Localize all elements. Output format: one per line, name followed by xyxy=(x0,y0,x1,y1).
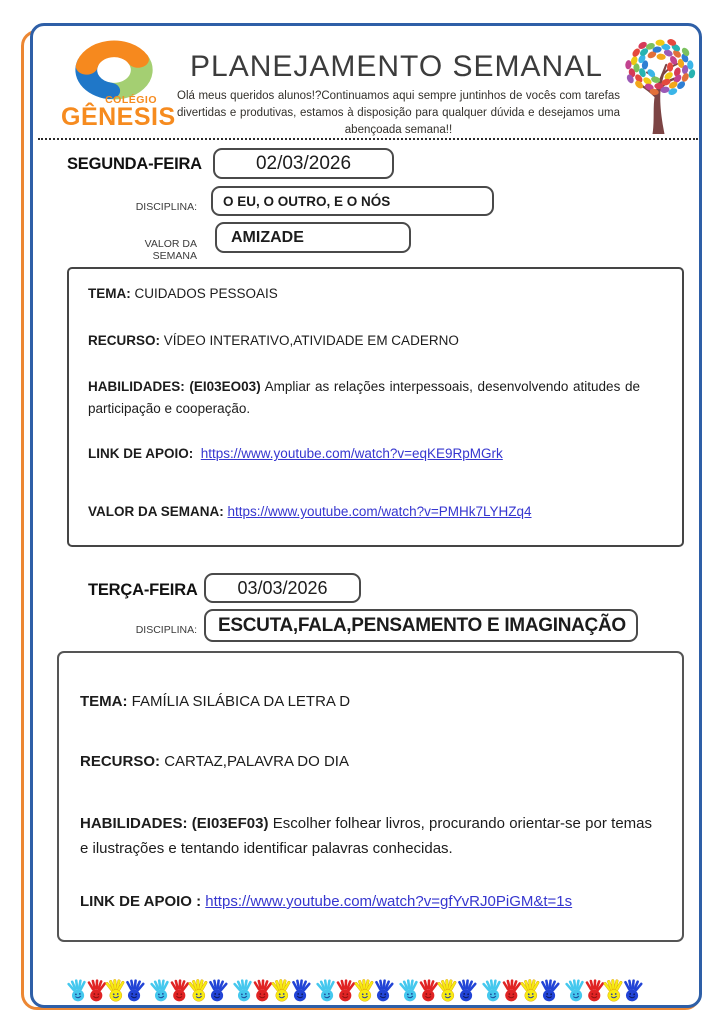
handprint-icon xyxy=(418,978,438,1005)
monday-card xyxy=(67,267,684,547)
handprint-icon xyxy=(373,977,395,1005)
handprint-icon xyxy=(437,977,458,1004)
school-logo-swirl-icon xyxy=(72,38,156,102)
handprint-icon xyxy=(603,977,624,1004)
handprint-icon xyxy=(481,977,503,1005)
handprint-icon xyxy=(86,978,106,1005)
day-label-tuesday: TERÇA-FEIRA xyxy=(88,581,198,599)
recurso-line xyxy=(88,330,640,352)
link-apoio-link-tuesday[interactable]: https://www.youtube.com/watch?v=gfYvRJ0PiGM&t=1s xyxy=(205,893,573,910)
valor-label-monday: VALOR DA SEMANA xyxy=(144,238,197,262)
habilidades-value: Escolher folhear livros, procurando orientar-se por temas e ilustrações e tentando identificar palavras conhecidas. xyxy=(80,815,652,857)
leaf-print-icon xyxy=(667,62,673,71)
leaf-print-icon xyxy=(656,53,666,60)
handprint-icon xyxy=(501,978,521,1005)
handprint-icon xyxy=(622,977,644,1005)
dotted-divider xyxy=(38,138,698,140)
leaf-print-icon xyxy=(680,72,690,83)
tema-value: CUIDADOS PESSOAIS xyxy=(134,286,278,301)
leaf-print-icon xyxy=(688,69,696,80)
hands-row xyxy=(68,976,649,1004)
disciplina-value-monday: O EU, O OUTRO, E O NÓS xyxy=(223,193,391,209)
day-label-monday: SEGUNDA-FEIRA xyxy=(67,155,202,173)
page-title: PLANEJAMENTO SEMANAL xyxy=(190,50,603,83)
habilidades-label: HABILIDADES: (EI03EO03) xyxy=(88,379,261,394)
link-apoio-line xyxy=(88,443,640,465)
handprint-icon xyxy=(232,977,254,1005)
handprint-icon xyxy=(520,977,541,1004)
handprint-icon xyxy=(207,977,229,1005)
disciplina-box-tuesday xyxy=(204,609,638,642)
handprint-icon xyxy=(105,977,126,1004)
link-apoio-label: LINK DE APOIO: xyxy=(88,446,194,461)
disciplina-box-monday xyxy=(211,186,494,216)
link-apoio-link-monday[interactable]: https://www.youtube.com/watch?v=eqKE9RpMGrk xyxy=(200,446,503,461)
tema-label: TEMA: xyxy=(80,693,128,710)
tuesday-card xyxy=(57,651,684,942)
handprint-icon xyxy=(66,977,88,1005)
disciplina-label-tuesday: DISCIPLINA: xyxy=(135,624,197,636)
recurso-value: CARTAZ,PALAVRA DO DIA xyxy=(164,753,349,770)
date-box-tuesday xyxy=(204,573,361,603)
handprint-icon xyxy=(149,977,171,1005)
valor-link-line xyxy=(88,501,640,523)
recurso-label: RECURSO: xyxy=(88,333,161,348)
disciplina-value-tuesday: ESCUTA,FALA,PENSAMENTO E IMAGINAÇÃO xyxy=(218,614,626,636)
link-apoio-label: LINK DE APOIO : xyxy=(80,893,202,910)
valor-link-label: VALOR DA SEMANA: xyxy=(88,504,224,519)
tema-label: TEMA: xyxy=(88,286,131,301)
logo-genesis-text: GÊNESIS xyxy=(61,103,176,131)
valor-value-monday: AMIZADE xyxy=(231,228,304,246)
handprint-icon xyxy=(564,977,586,1005)
date-tuesday: 03/03/2026 xyxy=(237,577,328,598)
tema-value: FAMÍLIA SILÁBICA DA LETRA D xyxy=(131,693,351,710)
handprint-icon xyxy=(252,978,272,1005)
handprint-icon xyxy=(169,978,189,1005)
leaf-print-icon xyxy=(625,60,632,70)
disciplina-label-monday: DISCIPLINA: xyxy=(135,201,197,213)
handprint-icon xyxy=(335,978,355,1005)
handprint-icon xyxy=(539,977,561,1005)
handprint-icon xyxy=(290,977,312,1005)
handprint-icon xyxy=(315,977,337,1005)
valor-semana-link-monday[interactable]: https://www.youtube.com/watch?v=PMHk7LYHZq4 xyxy=(227,504,532,519)
recurso-value: VÍDEO INTERATIVO,ATIVIDADE EM CADERNO xyxy=(163,333,459,348)
handprint-icon xyxy=(584,978,604,1005)
habilidades-line xyxy=(88,376,640,420)
link-apoio-line xyxy=(80,889,652,914)
handprint-icon xyxy=(456,977,478,1005)
page-subtitle: Olá meus queridos alunos!?Continuamos aqui sempre juntinhos de vocês com tarefas divertidas e produtivas, estamos à disposição para qualquer dúvida e desejamos uma abençoada semana!! xyxy=(177,90,620,136)
tree-icon xyxy=(616,36,700,134)
recurso-line xyxy=(80,749,652,774)
recurso-label: RECURSO: xyxy=(80,753,161,770)
logo-colegio-text: COLÉGIO xyxy=(105,94,157,106)
tema-line xyxy=(88,283,640,305)
habilidades-value: Ampliar as relações interpessoais, desenvolvendo atitudes de participação e cooperação. xyxy=(88,379,640,416)
date-box-monday xyxy=(213,148,394,179)
valor-box-monday xyxy=(215,222,411,253)
tema-line xyxy=(80,689,652,714)
handprint-icon xyxy=(188,977,209,1004)
handprint-icon xyxy=(398,977,420,1005)
date-monday: 02/03/2026 xyxy=(255,152,352,174)
handprint-icon xyxy=(124,977,146,1005)
habilidades-label: HABILIDADES: (EI03EF03) xyxy=(80,815,269,832)
handprint-icon xyxy=(271,977,292,1004)
habilidades-line xyxy=(80,811,652,861)
handprint-icon xyxy=(354,977,375,1004)
